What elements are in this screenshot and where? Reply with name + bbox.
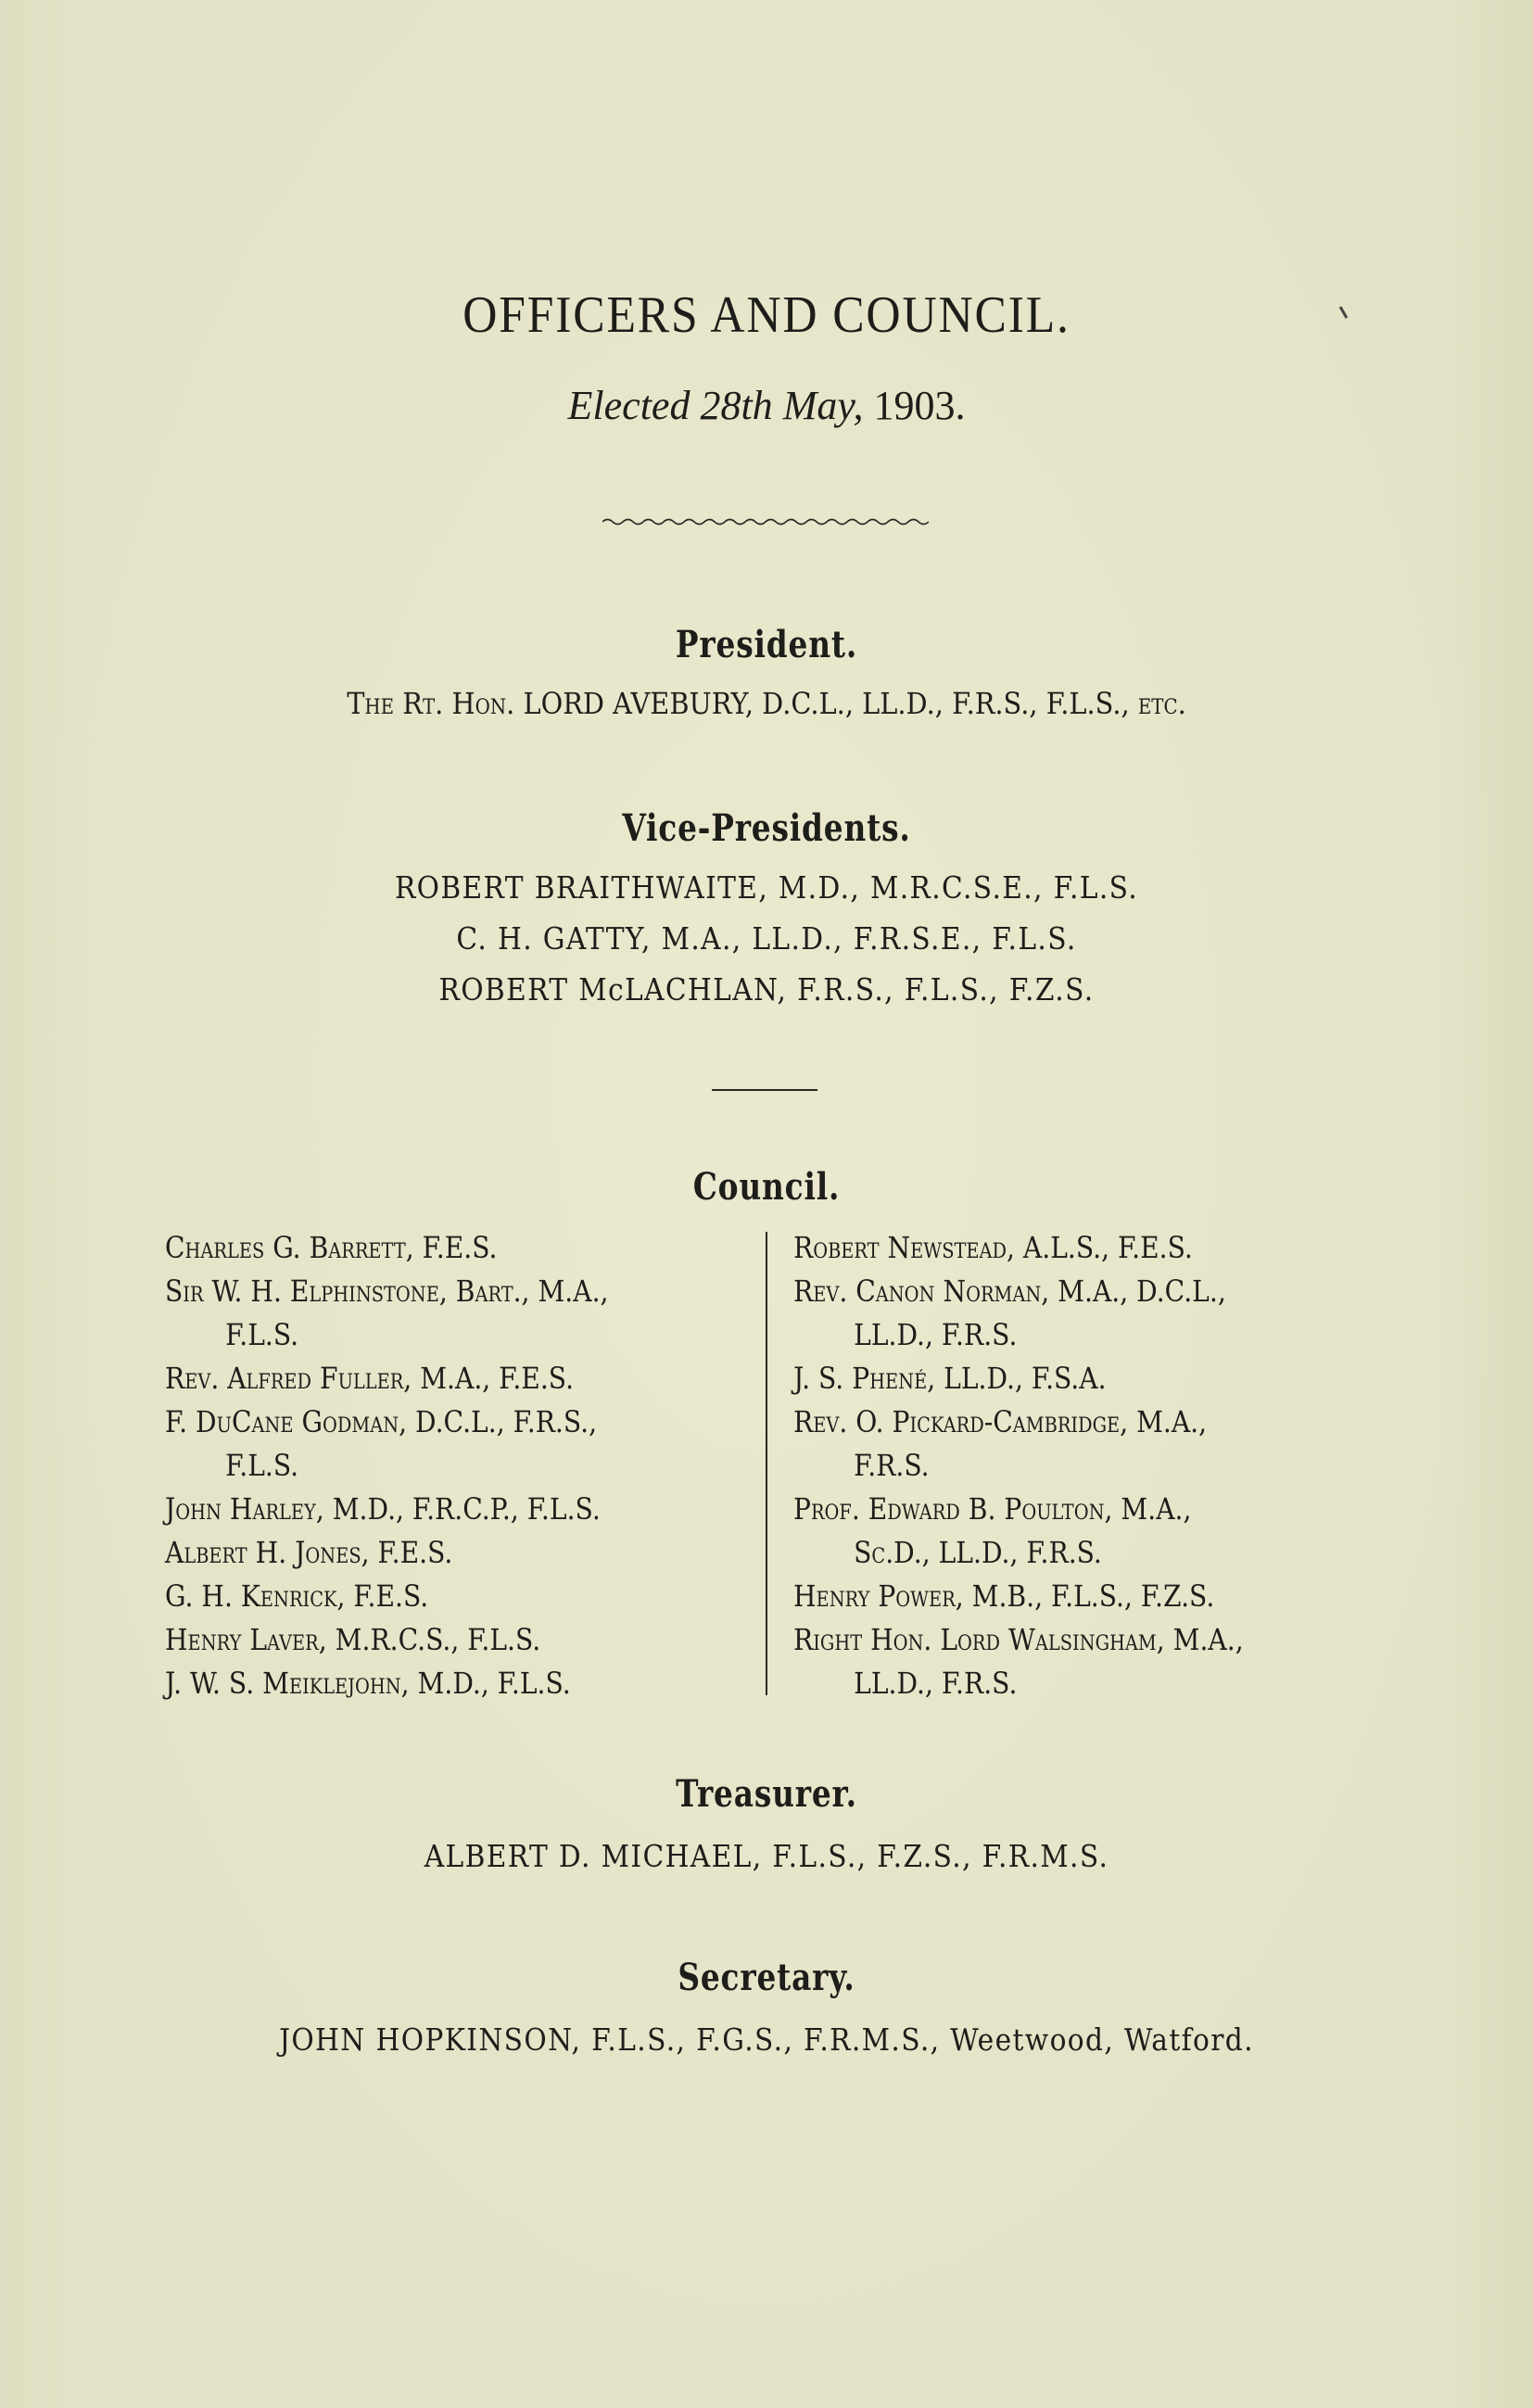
election-date (0, 382, 1533, 429)
council-member: Henry Laver, M.R.C.S., F.L.S. (165, 1622, 541, 1657)
treasurer-name: ALBERT D. MICHAEL, F.L.S., F.Z.S., F.R.M.S. (424, 1838, 1109, 1874)
council-member-continuation: F.L.S. (225, 1317, 299, 1352)
council-member: John Harley, M.D., F.R.C.P., F.L.S. (165, 1491, 601, 1527)
secretary-heading: Secretary. (678, 1956, 855, 1999)
president-name: The Rt. Hon. LORD AVEBURY, D.C.L., LL.D., F.R.S., F.L.S., etc. (347, 686, 1186, 721)
council-member-continuation: LL.D., F.R.S. (854, 1666, 1018, 1701)
treasurer-heading: Treasurer. (676, 1772, 857, 1816)
council-member-continuation: F.R.S. (854, 1448, 930, 1483)
council-member-continuation: Sc.D., LL.D., F.R.S. (854, 1535, 1102, 1570)
secretary-name: JOHN HOPKINSON, F.L.S., F.G.S., F.R.M.S., Weetwood, Watford. (279, 2021, 1254, 2058)
council-member: Rev. O. Pickard-Cambridge, M.A., (793, 1404, 1208, 1439)
council-column-left (165, 1226, 758, 1705)
council-member: Right Hon. Lord Walsingham, M.A., (793, 1622, 1244, 1657)
subtitle-month: May, (782, 383, 864, 428)
council-member: Henry Power, M.B., F.L.S., F.Z.S. (793, 1578, 1215, 1614)
council-member: J. W. S. Meiklejohn, M.D., F.L.S. (165, 1666, 571, 1701)
council-member: F. DuCane Godman, D.C.L., F.R.S., (165, 1404, 598, 1439)
council-member: G. H. Kenrick, F.E.S. (165, 1578, 429, 1614)
council-member: J. S. Phené, LL.D., F.S.A. (793, 1361, 1107, 1396)
council-column-right (793, 1226, 1396, 1705)
council-member: Charles G. Barrett, F.E.S. (165, 1230, 498, 1265)
vice-presidents-heading: Vice-Presidents. (622, 806, 911, 850)
page-title: OFFICERS AND COUNCIL. (462, 286, 1071, 344)
president-heading: President. (675, 623, 858, 666)
vice-president-2: C. H. GATTY, M.A., LL.D., F.R.S.E., F.L.S. (456, 920, 1077, 957)
vice-president-1: ROBERT BRAITHWAITE, M.D., M.R.C.S.E., F.L.S. (394, 869, 1139, 906)
council-member: Prof. Edward B. Poulton, M.A., (793, 1491, 1192, 1527)
council-member: Robert Newstead, A.L.S., F.E.S. (793, 1230, 1193, 1265)
council-member-continuation: LL.D., F.R.S. (854, 1317, 1018, 1352)
section-divider (712, 1089, 817, 1091)
council-member: Rev. Canon Norman, M.A., D.C.L., (793, 1274, 1226, 1309)
council-heading: Council. (692, 1165, 841, 1209)
vice-president-3: ROBERT McLACHLAN, F.R.S., F.L.S., F.Z.S. (438, 971, 1095, 1008)
council-list (165, 1226, 1388, 1699)
wavy-divider (602, 515, 929, 528)
column-divider (766, 1232, 767, 1695)
council-member: Albert H. Jones, F.E.S. (165, 1535, 453, 1570)
subtitle-year: 1903. (873, 383, 966, 428)
council-member-continuation: F.L.S. (225, 1448, 299, 1483)
council-member: Sir W. H. Elphinstone, Bart., M.A., (165, 1274, 609, 1309)
subtitle-elected: Elected (567, 383, 690, 428)
subtitle-day: 28th (700, 383, 773, 428)
council-member: Rev. Alfred Fuller, M.A., F.E.S. (165, 1361, 575, 1396)
